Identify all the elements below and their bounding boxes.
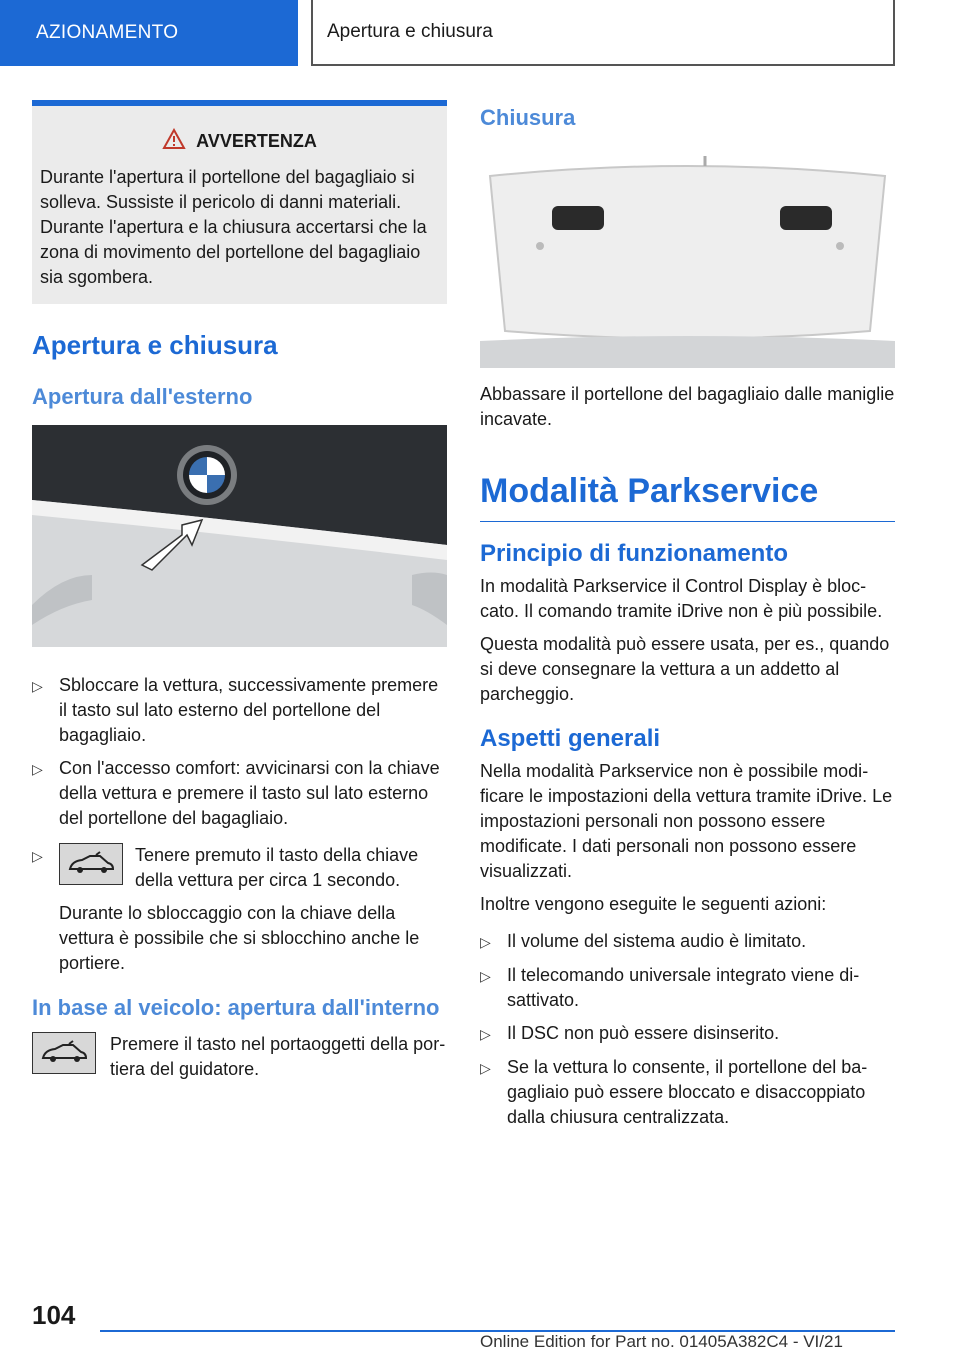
- bullet-arrow-icon: ▷: [480, 934, 491, 950]
- bullet-text: Il telecomando universale integrato viene disattivato.: [507, 965, 860, 1010]
- subheading-principle: Principio di funzionamento: [480, 540, 788, 567]
- inside-text: Premere il tasto nel portaoggetti della portiera del guidatore.: [110, 1034, 446, 1079]
- left-column: [32, 100, 447, 1082]
- door-trunk-button-icon: [32, 1032, 96, 1074]
- actions-list: [480, 929, 895, 1130]
- warning-title: AVVERTENZA: [196, 131, 317, 151]
- closing-text: Abbassare il portellone del bagagliaio dalle maniglie incavate.: [480, 384, 895, 429]
- warning-triangle-icon: [162, 128, 186, 155]
- bullet-text: Sbloccare la vettura, successivamente premere il tasto sul lato esterno del portellone del bagagliaio.: [59, 675, 439, 745]
- edition-text: Online Edition for Part no. 01405A382C4 - VI/21: [480, 1332, 843, 1351]
- warning-box: [32, 100, 447, 304]
- key-bullet-content: [59, 843, 447, 976]
- key-note-text: Durante lo sbloccaggio con la chiave della vettura è possibile che si sblocchino anche le portiere.: [59, 903, 420, 973]
- warning-text: Durante l'apertura il portellone del bagagliaio si solleva. Sussiste il pericolo di danni materiali. Durante l'apertura e la chiusura accertarsi che la zona di movimento del portellone del bagagliaio sia sgombera.: [40, 167, 427, 287]
- key-row: [59, 843, 447, 893]
- bullet-arrow-icon: ▷: [32, 678, 43, 694]
- actions-intro: Inoltre vengono eseguite le seguenti azioni:: [480, 894, 827, 914]
- bullet-arrow-icon: ▷: [480, 1026, 491, 1042]
- trunk-handles-photo: [480, 156, 895, 368]
- bullet-text: Se la vettura lo consente, il portellone del bagagliaio può essere bloccato e disaccoppiato dalla chiusura centralizzata.: [507, 1057, 868, 1127]
- list-item: [480, 1021, 895, 1047]
- bullet-arrow-icon: ▷: [480, 968, 491, 984]
- bullet-text: Il volume del sistema audio è limitato.: [507, 931, 807, 951]
- list-item: [32, 843, 447, 976]
- bullet-arrow-icon: ▷: [480, 1060, 491, 1076]
- section-label: AZIONAMENTO: [36, 22, 179, 43]
- principle-text-2: Questa modalità può essere usata, per es., quando si deve consegnare la vettura a un addetto al parcheggio.: [480, 634, 890, 704]
- list-item: [480, 963, 895, 1013]
- right-column: [480, 100, 895, 1138]
- bullet-arrow-icon: ▷: [32, 848, 43, 864]
- section-tab: [0, 0, 298, 66]
- chapter-title: [311, 0, 895, 66]
- subheading-closing: Chiusura: [480, 105, 576, 130]
- list-item: [32, 673, 447, 748]
- list-item: [480, 1055, 895, 1130]
- general-text: Nella modalità Parkservice non è possibile modificare le impostazioni della vettura tramite iDrive. Le impostazioni personali non possono essere modificate. I dati personali non possono essere visualizzati.: [480, 761, 893, 881]
- subheading-open-inside: In base al veicolo: apertura dall'interno: [32, 995, 440, 1020]
- key-trunk-icon: [59, 843, 123, 885]
- parkservice-heading: Modalità Parkservice: [480, 472, 895, 522]
- list-item: [480, 929, 895, 955]
- trunk-button-photo: [32, 425, 447, 647]
- section-heading: Apertura e chiusura: [32, 330, 278, 360]
- bullet-text: Il DSC non può essere disinserito.: [507, 1023, 780, 1043]
- warning-header: [40, 128, 439, 155]
- inside-row: [32, 1032, 447, 1082]
- principle-text-1: In modalità Parkservice il Control Display è bloccato. Il comando tramite iDrive non è più possibile.: [480, 576, 883, 621]
- subheading-open-outside: Apertura dall'esterno: [32, 384, 253, 409]
- bullet-arrow-icon: ▷: [32, 761, 43, 777]
- chapter-title-label: Apertura e chiusura: [327, 21, 493, 42]
- bullet-text: Con l'accesso comfort: avvicinarsi con la chiave della vettura e premere il tasto sul lato esterno del portellone del bagagliaio.: [59, 758, 440, 828]
- page-number: 104: [32, 1300, 76, 1330]
- subheading-general: Aspetti generali: [480, 725, 661, 752]
- key-bullet-text: Tenere premuto il tasto della chiave della vettura per circa 1 secondo.: [135, 845, 419, 890]
- list-item: [32, 756, 447, 831]
- open-bullet-list: [32, 673, 447, 976]
